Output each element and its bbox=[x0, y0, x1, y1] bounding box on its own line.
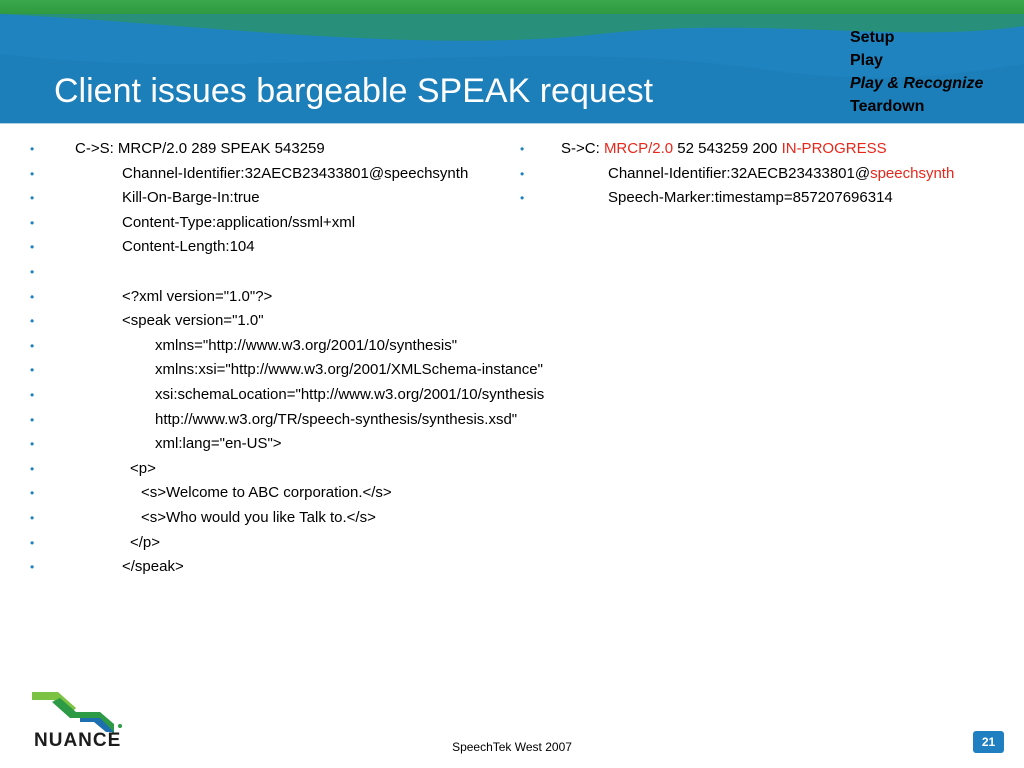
agenda-item-play-recognize: Play & Recognize bbox=[850, 75, 984, 92]
page-number-badge: 21 bbox=[973, 731, 1004, 753]
footer-text: SpeechTek West 2007 bbox=[452, 740, 572, 754]
bullet-icon: • bbox=[30, 240, 35, 255]
bullet-icon: • bbox=[30, 363, 35, 378]
request-line-text: <speak version="1.0" bbox=[122, 312, 264, 330]
request-line-text: Kill-On-Barge-In:true bbox=[122, 189, 260, 207]
slide-title: Client issues bargeable SPEAK request bbox=[54, 72, 654, 110]
request-line-text: xmlns:xsi="http://www.w3.org/2001/XMLSchema-instance" bbox=[155, 361, 543, 379]
bullet-icon: • bbox=[30, 535, 35, 550]
bullet-icon: • bbox=[30, 191, 35, 206]
request-line-text: C->S: MRCP/2.0 289 SPEAK 543259 bbox=[75, 140, 325, 157]
request-line-text: </p> bbox=[130, 533, 161, 551]
request-line-text: Content-Type:application/ssml+xml bbox=[122, 213, 356, 231]
request-line-text: Content-Length:104 bbox=[122, 238, 255, 256]
response-token: Speech-Marker:timestamp=857207696314 bbox=[608, 189, 893, 207]
request-line-text: Channel-Identifier:32AECB23433801@speechsynth bbox=[122, 164, 469, 182]
bullet-icon: • bbox=[30, 264, 35, 279]
bullet-icon: • bbox=[30, 142, 35, 156]
bullet-icon: • bbox=[30, 560, 35, 575]
header-green-stripe bbox=[0, 0, 1024, 14]
bullet-icon: • bbox=[30, 486, 35, 501]
bullet-icon: • bbox=[30, 314, 35, 329]
request-line-text: <s>Welcome to ABC corporation.</s> bbox=[141, 484, 392, 502]
bullet-icon: • bbox=[30, 461, 35, 476]
highlighted-token: speechsynth bbox=[870, 164, 955, 182]
agenda-list bbox=[850, 26, 983, 118]
request-line-text: <p> bbox=[130, 459, 156, 477]
request-line-text: </speak> bbox=[122, 558, 184, 576]
bullet-icon: • bbox=[520, 191, 525, 206]
bullet-icon: • bbox=[30, 289, 35, 304]
highlighted-token: IN-PROGRESS bbox=[781, 140, 887, 157]
bullet-icon: • bbox=[30, 387, 35, 402]
request-line-text: <?xml version="1.0"?> bbox=[122, 287, 273, 305]
response-line-text bbox=[561, 137, 887, 162]
highlighted-token: MRCP/2.0 bbox=[603, 140, 674, 157]
request-line-text: xsi:schemaLocation="http://www.w3.org/2001/10/synthesis bbox=[155, 385, 545, 403]
agenda-item-play: Play bbox=[850, 52, 883, 69]
bullet-icon: • bbox=[30, 412, 35, 427]
bullet-icon: • bbox=[520, 166, 525, 181]
bullet-icon: • bbox=[30, 437, 35, 452]
bullet-icon: • bbox=[30, 215, 35, 230]
response-line-text bbox=[608, 186, 893, 211]
request-line-text: xml:lang="en-US"> bbox=[155, 435, 282, 453]
request-line-text: http://www.w3.org/TR/speech-synthesis/synthesis.xsd" bbox=[155, 410, 518, 428]
response-token: Channel-Identifier:32AECB23433801@ bbox=[608, 164, 871, 182]
bullet-icon: • bbox=[30, 510, 35, 525]
request-line-text: xmlns="http://www.w3.org/2001/10/synthesis" bbox=[155, 336, 458, 354]
bullet-icon: • bbox=[30, 166, 35, 181]
nuance-logo-text: NUANCE bbox=[34, 730, 122, 751]
bullet-icon: • bbox=[520, 142, 525, 156]
agenda-item-setup: Setup bbox=[850, 29, 895, 46]
response-line-text bbox=[608, 162, 954, 187]
bullet-icon: • bbox=[30, 338, 35, 353]
response-token: 52 543259 200 bbox=[673, 140, 782, 157]
agenda-item-teardown: Teardown bbox=[850, 98, 925, 115]
response-token: S->C: bbox=[561, 140, 604, 157]
request-line-text: <s>Who would you like Talk to.</s> bbox=[141, 508, 376, 526]
